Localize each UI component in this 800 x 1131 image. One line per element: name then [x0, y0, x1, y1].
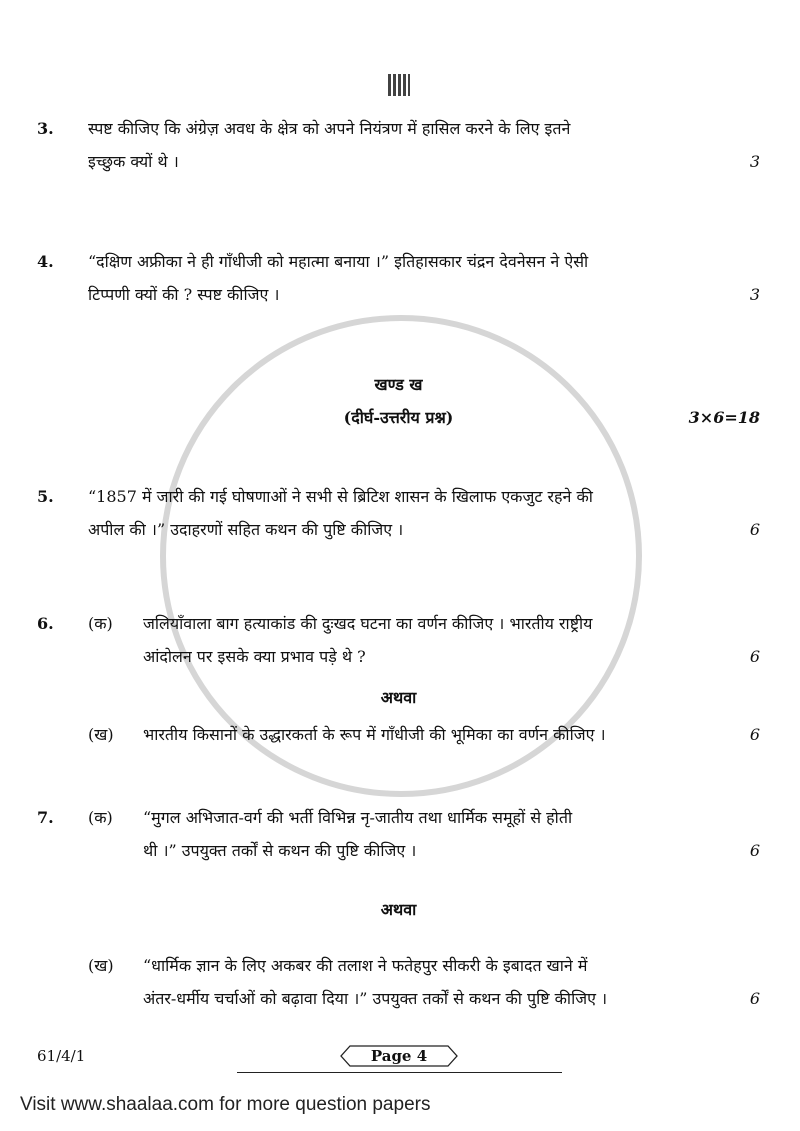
qr-code-icon	[388, 74, 410, 96]
question-6a-line-2: आंदोलन पर इसके क्या प्रभाव पड़े थे ?	[143, 647, 366, 666]
question-7a-line-1: “मुगल अभिजात-वर्ग की भर्ती विभिन्न नृ-जातीय तथा धार्मिक समूहों से होती	[143, 808, 573, 827]
question-7b-line-1: “धार्मिक ज्ञान के लिए अकबर की तलाश ने फतेहपुर सीकरी के इबादत खाने में	[143, 956, 588, 975]
question-6b-marks: 6	[749, 725, 760, 744]
question-5-line-1: “1857 में जारी की गई घोषणाओं ने सभी से ब्रिटिश शासन के खिलाफ एकजुट रहने की	[88, 487, 593, 506]
question-6a	[37, 607, 760, 673]
footer-divider	[237, 1072, 562, 1073]
question-5-marks: 6	[749, 520, 760, 539]
question-7b-label: (ख)	[88, 956, 114, 975]
question-5-line-2: अपील की ।” उदाहरणों सहित कथन की पुष्टि कीजिए ।	[88, 520, 404, 539]
question-6-or: अथवा	[380, 688, 417, 707]
question-6a-line-1: जलियाँवाला बाग हत्याकांड की दुःखद घटना का वर्णन कीजिए । भारतीय राष्ट्रीय	[143, 614, 593, 633]
question-5-number: 5.	[37, 487, 54, 506]
question-4-number: 4.	[37, 252, 54, 271]
question-4-line-1: “दक्षिण अफ्रीका ने ही गाँधीजी को महात्मा बनाया ।” इतिहासकार चंद्रन देवनेसन ने ऐसी	[88, 252, 589, 271]
question-3-line-2: इच्छुक क्यों थे ।	[88, 152, 179, 171]
question-6b-label: (ख)	[88, 725, 114, 744]
question-6b	[37, 718, 760, 751]
section-subtitle: (दीर्घ-उत्तरीय प्रश्न)	[343, 408, 454, 427]
question-7b-line-2: अंतर-धर्मीय चर्चाओं को बढ़ावा दिया ।” उपयुक्त तर्कों से कथन की पुष्टि कीजिए ।	[143, 989, 608, 1008]
question-4-marks: 3	[749, 285, 760, 304]
question-7a-line-2: थी ।” उपयुक्त तर्कों से कथन की पुष्टि कीजिए ।	[143, 841, 417, 860]
question-3-line-1: स्पष्ट कीजिए कि अंग्रेज़ अवध के क्षेत्र को अपने नियंत्रण में हासिल करने के लिए इतने	[88, 119, 571, 138]
question-6-number: 6.	[37, 614, 54, 633]
question-7a	[37, 801, 760, 867]
visit-link[interactable]: Visit www.shaalaa.com for more question papers	[20, 1094, 431, 1115]
section-marks: 3×6=18	[688, 408, 760, 427]
question-5	[37, 480, 760, 546]
section-subtitle-row	[37, 401, 760, 434]
question-7-or: अथवा	[380, 900, 417, 919]
question-6a-label: (क)	[88, 614, 113, 633]
paper-code: 61/4/1	[37, 1047, 86, 1065]
question-list	[37, 112, 760, 1015]
question-3	[37, 112, 760, 178]
question-6a-marks: 6	[749, 647, 760, 666]
question-4-line-2: टिप्पणी क्यों की ? स्पष्ट कीजिए ।	[88, 285, 280, 304]
question-3-number: 3.	[37, 119, 54, 138]
page-number: Page 4	[370, 1047, 428, 1065]
question-7a-label: (क)	[88, 808, 113, 827]
question-7b-marks: 6	[749, 989, 760, 1008]
question-7b	[37, 949, 760, 1015]
question-7-number: 7.	[37, 808, 54, 827]
question-3-marks: 3	[749, 152, 760, 171]
question-7a-marks: 6	[749, 841, 760, 860]
section-title: खण्ड ख	[374, 375, 423, 394]
question-6b-line-1: भारतीय किसानों के उद्धारकर्ता के रूप में गाँधीजी की भूमिका का वर्णन कीजिए ।	[143, 725, 606, 744]
question-4	[37, 245, 760, 311]
